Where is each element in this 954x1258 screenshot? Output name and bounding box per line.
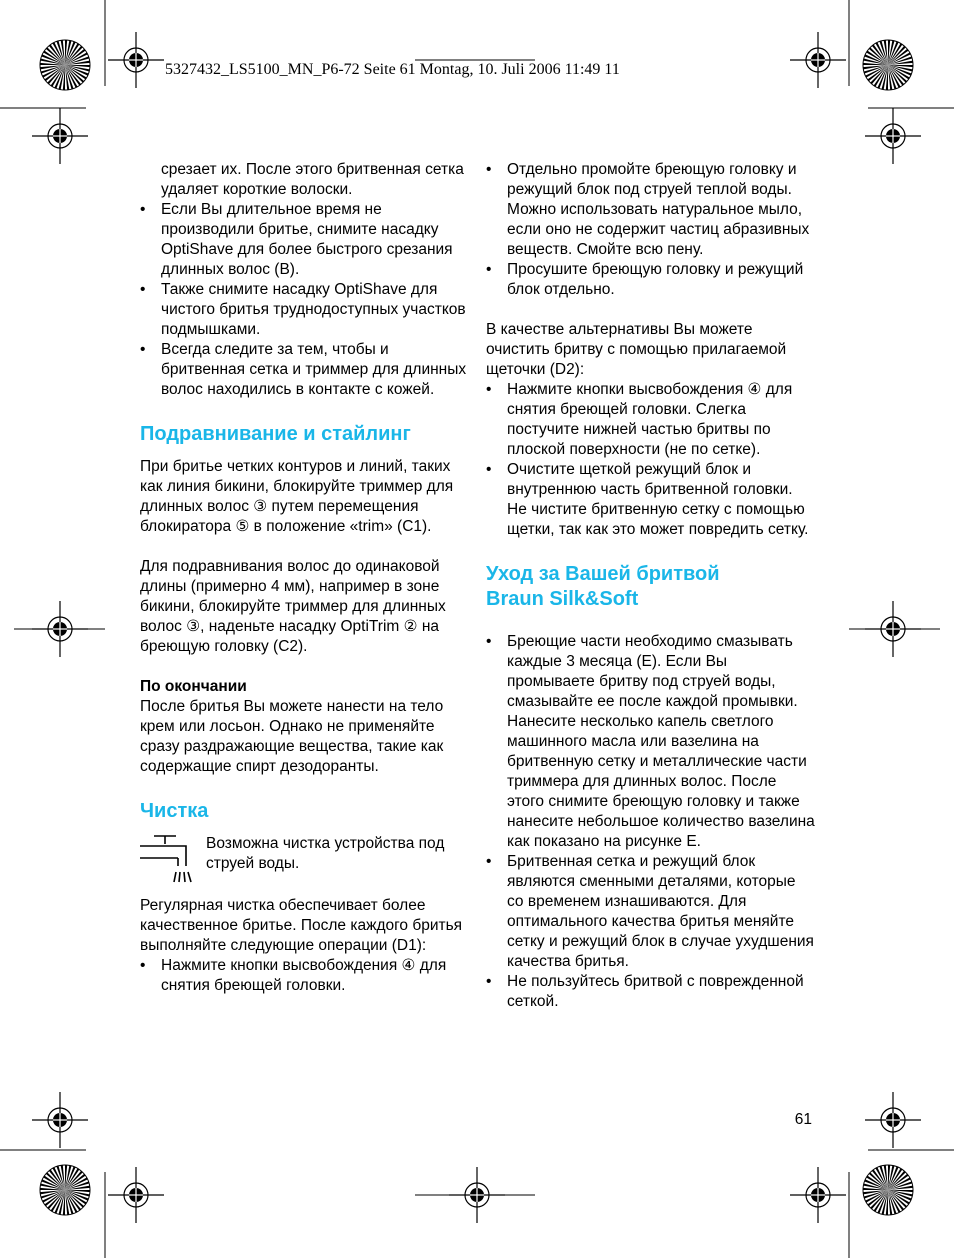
print-slug: 5327432_LS5100_MN_P6-72 Seite 61 Montag, 10. Juli 2006 11:49 11 <box>165 61 620 78</box>
list-item: • Бреющие части необходимо смазывать каждые 3 месяца (E). Если Вы промываете бритву под струей воды, смазывайте ее после каждой промывки. Нанесите несколько капель светлого машинного масла или вазелина на бритвенную сетку и металлические части триммера для длинных волос. После этого снимите бреющую головку и также нанесите небольшое количество вазелина как показано на рисунке E. <box>486 632 816 852</box>
list-item: • Не пользуйтесь бритвой с поврежденной сеткой. <box>486 972 816 1012</box>
page-number: 61 <box>794 1111 812 1128</box>
after-shaving-text: После бритья Вы можете нанести на тело крем или лосьон. Однако не применяйте сразу раздражающие вещества, такие как содержащие спирт дезодоранты. <box>140 698 444 775</box>
starburst-target-icon <box>863 40 913 90</box>
list-item: • Отдельно промойте бреющую головку и режущий блок под струей теплой воды. Можно использовать натуральное мыло, если оно не содержит частиц абразивных веществ. Смойте всю пену. <box>486 160 816 260</box>
rinse-steps-list <box>486 160 816 300</box>
intro-continuation: срезает их. После этого бритвенная сетка удаляет короткие волоски. <box>161 161 464 198</box>
right-column <box>486 160 816 1012</box>
care-heading <box>486 562 816 612</box>
trimming-heading: Подравнивание и стайлинг <box>140 423 411 445</box>
trimming-paragraph-1: При бритье четких контуров и линий, таких как линия бикини, блокируйте триммер для длинных волос ③ путем перемещения блокиратора ⑤ в положение «trim» (C1). <box>140 458 454 535</box>
starburst-target-icon <box>40 1165 90 1215</box>
list-item: • Нажмите кнопки высвобождения ④ для снятия бреющей головки. <box>140 956 470 996</box>
list-item: • Если Вы длительное время не производили бритье, снимите насадку OptiShave для более быстрого срезания длинных волос (B). <box>140 200 470 280</box>
water-cleaning-text: Возможна чистка устройства под струей воды. <box>206 835 445 872</box>
water-tap-icon <box>138 834 194 886</box>
list-item: • Всегда следите за тем, чтобы и бритвенная сетка и триммер для длинных волос находились в контакте с кожей. <box>140 340 470 400</box>
starburst-target-icon <box>863 1165 913 1215</box>
care-list <box>486 632 816 1012</box>
shaving-tips-list <box>140 200 470 400</box>
list-item: • Нажмите кнопки высвобождения ④ для снятия бреющей головки. Слегка постучите нижней частью бритвы по плоской поверхности (не по сетке). <box>486 380 816 460</box>
brush-steps-list <box>486 380 816 540</box>
list-item: • Очистите щеткой режущий блок и внутреннюю часть бритвенной головки. Не чистите бритвенную сетку с помощью щетки, так как это может повредить сетку. <box>486 460 816 540</box>
care-heading-line-1: Уход за Вашей бритвой <box>486 563 720 585</box>
list-item: • Просушите бреющую головку и режущий блок отдельно. <box>486 260 816 300</box>
trimming-paragraph-2: Для подравнивания волос до одинаковой длины (примерно 4 мм), например в зоне бикини, блокируйте триммер для длинных волос ③, наденьте насадку OptiTrim ② на бреющую головку (C2). <box>140 558 446 655</box>
starburst-target-icon <box>40 40 90 90</box>
left-column <box>140 160 470 996</box>
cleaning-heading: Чистка <box>140 800 209 822</box>
brush-alternative-paragraph: В качестве альтернативы Вы можете очистить бритву с помощью прилагаемой щеточки (D2): <box>486 321 787 378</box>
cleaning-steps-list <box>140 956 470 996</box>
cleaning-paragraph: Регулярная чистка обеспечивает более качественное бритье. После каждого бритья выполняйте следующие операции (D1): <box>140 897 463 954</box>
after-shaving-heading: По окончании <box>140 678 247 695</box>
water-cleaning-note <box>140 834 470 886</box>
care-heading-line-2: Braun Silk&Soft <box>486 588 639 610</box>
list-item: • Также снимите насадку OptiShave для чистого бритья труднодоступных участков подмышками. <box>140 280 470 340</box>
list-item: • Бритвенная сетка и режущий блок являются сменными деталями, которые со временем изнашиваются. Для оптимального качества бритья меняйте сетку и режущий блок в случае ухудшения качества бритья. <box>486 852 816 972</box>
